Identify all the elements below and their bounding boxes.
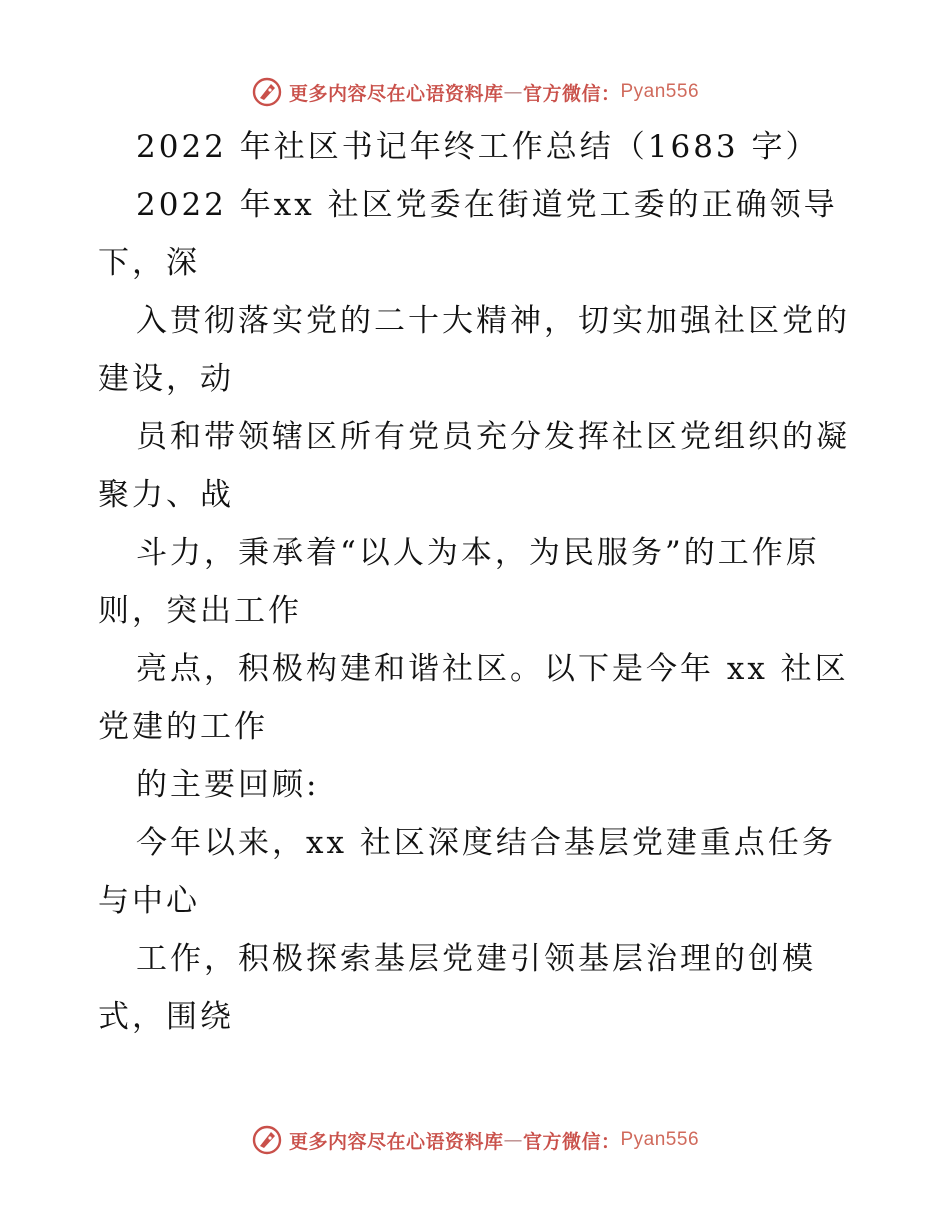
- text-line: 工作，积极探索基层党建引领基层治理的创模: [136, 941, 816, 977]
- text-line: 式，围绕: [98, 999, 234, 1035]
- footer-watermark: [0, 1120, 950, 1160]
- pen-nib-circle-icon: [251, 1124, 283, 1156]
- pen-nib-circle-icon: [251, 76, 283, 108]
- document-body: [98, 118, 858, 1046]
- text-line: 则，突出工作: [98, 593, 302, 629]
- text-line: 建设，动: [98, 361, 234, 397]
- watermark-suffix: 官方微信：: [522, 1130, 621, 1153]
- watermark-separator: —: [503, 81, 523, 103]
- text-line: 下，深: [98, 245, 200, 281]
- watermark-suffix: 官方微信：: [522, 82, 621, 105]
- text-line: 2022 年社区书记年终工作总结（1683 字）: [136, 129, 820, 165]
- text-line: 亮点，积极构建和谐社区。以下是今年 xx 社区: [136, 651, 849, 687]
- watermark-account: Pyan556: [620, 1129, 700, 1150]
- header-watermark: [0, 72, 950, 112]
- watermark-text: 更多内容尽在心语资料库: [288, 1130, 504, 1153]
- text-line: 入贯彻落实党的二十大精神，切实加强社区党的: [136, 303, 850, 339]
- text-line: 2022 年xx 社区党委在街道党工委的正确领导: [136, 187, 838, 223]
- text-line: 员和带领辖区所有党员充分发挥社区党组织的凝: [136, 419, 850, 455]
- text-line: 斗力，秉承着“以人为本，为民服务”的工作原: [136, 535, 820, 571]
- text-line: 的主要回顾:: [136, 767, 320, 803]
- watermark-separator: —: [503, 1129, 523, 1151]
- text-line: 聚力、战: [98, 477, 234, 513]
- text-line: 与中心: [98, 883, 200, 919]
- watermark-text: 更多内容尽在心语资料库: [288, 82, 504, 105]
- watermark-account: Pyan556: [620, 81, 700, 102]
- text-line: 今年以来，xx 社区深度结合基层党建重点任务: [136, 825, 836, 861]
- text-line: 党建的工作: [98, 709, 268, 745]
